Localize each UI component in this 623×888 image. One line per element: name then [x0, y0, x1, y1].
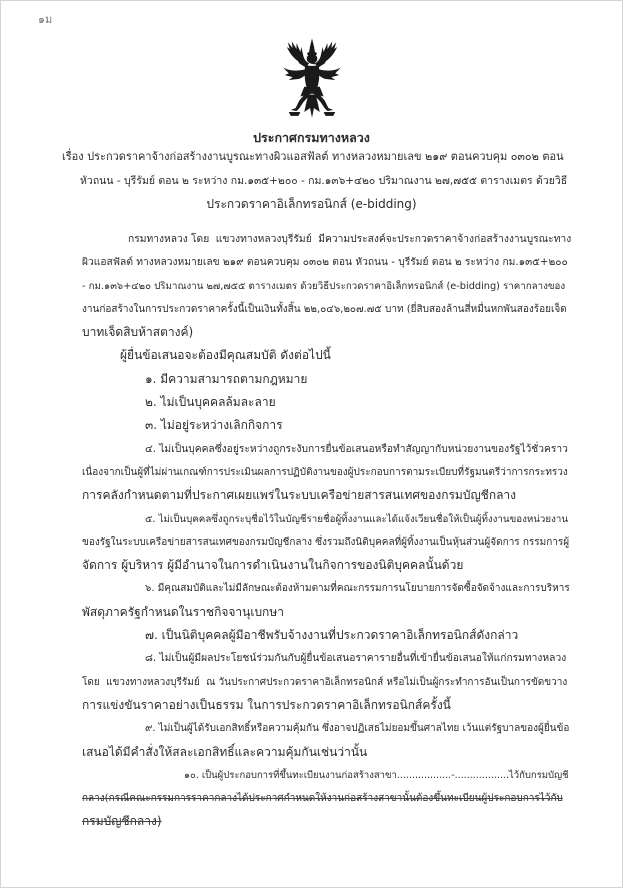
qualification-item-8: ๘. ไม่เป็นผู้มีผลประโยชน์ร่วมกันกับผู้ยื่นข้อเสนอราคารายอื่นที่เข้ายื่นข้อเสนอให้แก่กรมทางหลวง — [145, 652, 567, 665]
announcement-title: ประกาศกรมทางหลวง — [253, 130, 370, 145]
qualification-item-4-continued: การคลังกำหนดตามที่ประกาศเผยแพร่ในระบบเครือข่ายสารสนเทศของกรมบัญชีกลาง — [82, 488, 517, 503]
subject-line: หัวถนน - บุรีรัมย์ ตอน ๒ ระหว่าง กม.๑๓๕+๒๐๐ - กม.๑๓๖+๔๒๐ ปริมาณงาน ๒๗,๗๕๕ ตารางเมตร ด้วยวิธี — [80, 175, 568, 187]
subject-line: เรื่อง ประกวดราคาจ้างก่อสร้างงานบูรณะทางผิวแอสฟัลต์ ทางหลวงหมายเลข ๒๑๙ ตอนควบคุม ๐๓๐๒ ตอน — [62, 150, 564, 163]
qualification-item-10: ๑๐. เป็นผู้ประกอบการที่ขึ้นทะเบียนงานก่อสร้างสาขา..................-..................ไว้กับกรมบัญชี — [184, 769, 569, 781]
qualification-item-9: ๙. ไม่เป็นผู้ได้รับเอกสิทธิ์หรือความคุ้มกัน ซึ่งอาจปฏิเสธไม่ยอมขึ้นศาลไทย เว้นแต่รัฐบาลของผู้ยื่นข้อ — [145, 723, 570, 735]
qualification-item-6: ๖. มีคุณสมบัติและไม่มีลักษณะต้องห้ามตามที่คณะกรรมการนโยบายการจัดซื้อจัดจ้างและการบริหาร — [145, 583, 570, 595]
qualification-item-3: ๓. ไม่อยู่ระหว่างเลิกกิจการ — [145, 418, 283, 433]
intro-paragraph-line: บาทเจ็ดสิบห้าสตางค์) — [82, 325, 194, 340]
announcement-body — [0, 228, 572, 834]
qualification-item-10-struck-note: กรมบัญชีกลาง) — [82, 814, 162, 829]
intro-paragraph-line: งานก่อสร้างในการประกวดราคาครั้งนี้เป็นเงินทั้งสิ้น ๒๒,๐๔๖,๒๐๗.๗๕ บาท (ยี่สิบสองล้านสี่หมื่นหกพันสองร้อยเจ็ด — [82, 303, 567, 315]
intro-paragraph-line: ผิวแอสฟัลต์ ทางหลวงหมายเลข ๒๑๙ ตอนควบคุม ๐๓๐๒ ตอน หัวถนน - บุรีรัมย์ ตอน ๒ ระหว่าง กม.๑๓๕+๒๐๐ — [82, 256, 568, 269]
qualification-item-6-continued: พัสดุภาครัฐกำหนดในราชกิจจานุเบกษา — [82, 604, 284, 619]
qualification-item-1: ๑. มีความสามารถตามกฎหมาย — [145, 371, 308, 386]
qualification-item-7: ๗. เป็นนิติบุคคลผู้มีอาชีพรับจ้างงานที่ประกวดราคาอิเล็กทรอนิกส์ดังกล่าว — [145, 628, 519, 643]
qualifications-heading: ผู้ยื่นข้อเสนอจะต้องมีคุณสมบัติ ดังต่อไปนี้ — [120, 348, 331, 363]
qualification-item-4: ๔. ไม่เป็นบุคคลซึ่งอยู่ระหว่างถูกระงับการยื่นข้อเสนอหรือทำสัญญากับหน่วยงานของรัฐไว้ชั่วคราว — [145, 442, 568, 455]
intro-paragraph-line: - กม.๑๓๖+๔๒๐ ปริมาณงาน ๒๗,๗๕๕ ตารางเมตร ด้วยวิธีประกวดราคาอิเล็กทรอนิกส์ (e-bidding) ราคากลางของ — [82, 280, 566, 292]
qualification-item-8-continued: โดย แขวงทางหลวงบุรีรัมย์ ณ วันประกาศประกวดราคาอิเล็กทรอนิกส์ หรือไม่เป็นผู้กระทำการอันเป็นการขัดขวาง — [82, 676, 568, 688]
qualification-item-9-continued: เสนอได้มีคำสั่งให้สละเอกสิทธิ์และความคุ้มกันเช่นว่านั้น — [82, 744, 368, 759]
qualification-item-5-continued: จัดการ ผู้บริหาร ผู้มีอำนาจในการดำเนินงานในกิจการของนิติบุคคลนั้นด้วย — [82, 558, 464, 573]
qualification-item-10-struck-note: กลาง(กรณีคณะกรรมการราคากลางได้ประกาศกำหนดให้งานก่อสร้างสาขานั้นต้องขึ้นทะเบียนผู้ประกอบการไว้กับ — [82, 793, 563, 805]
qualification-item-4-continued: เนื่องจากเป็นผู้ที่ไม่ผ่านเกณฑ์การประเมินผลการปฏิบัติงานของผู้ประกอบการตามระเบียบที่รัฐมนตรีว่าการกระทรวง — [82, 466, 568, 478]
qualification-item-5-continued: ของรัฐในระบบเครือข่ายสารสนเทศของกรมบัญชีกลาง ซึ่งรวมถึงนิติบุคคลที่ผู้ทิ้งงานเป็นหุ้นส่วนผู้จัดการ กรรมการผู้ — [82, 536, 570, 548]
garuda-emblem-icon — [281, 38, 343, 120]
qualification-item-5: ๕. ไม่เป็นบุคคลซึ่งถูกระบุชื่อไว้ในบัญชีรายชื่อผู้ทิ้งงานและได้แจ้งเวียนชื่อให้เป็นผู้ทิ้งงานของหน่วยงาน — [145, 513, 569, 525]
qualification-item-2: ๒. ไม่เป็นบุคคลล้มละลาย — [145, 395, 276, 410]
corner-page-mark: ๑ม — [38, 13, 53, 26]
subject-line: ประกวดราคาอิเล็กทรอนิกส์ (e-bidding) — [206, 197, 417, 211]
intro-paragraph-line: กรมทางหลวง โดย แขวงทางหลวงบุรีรัมย์ มีความประสงค์จะประกวดราคาจ้างก่อสร้างงานบูรณะทาง — [128, 233, 572, 245]
qualification-item-8-continued: การแข่งขันราคาอย่างเป็นธรรม ในการประกวดราคาอิเล็กทรอนิกส์ครั้งนี้ — [82, 697, 451, 712]
